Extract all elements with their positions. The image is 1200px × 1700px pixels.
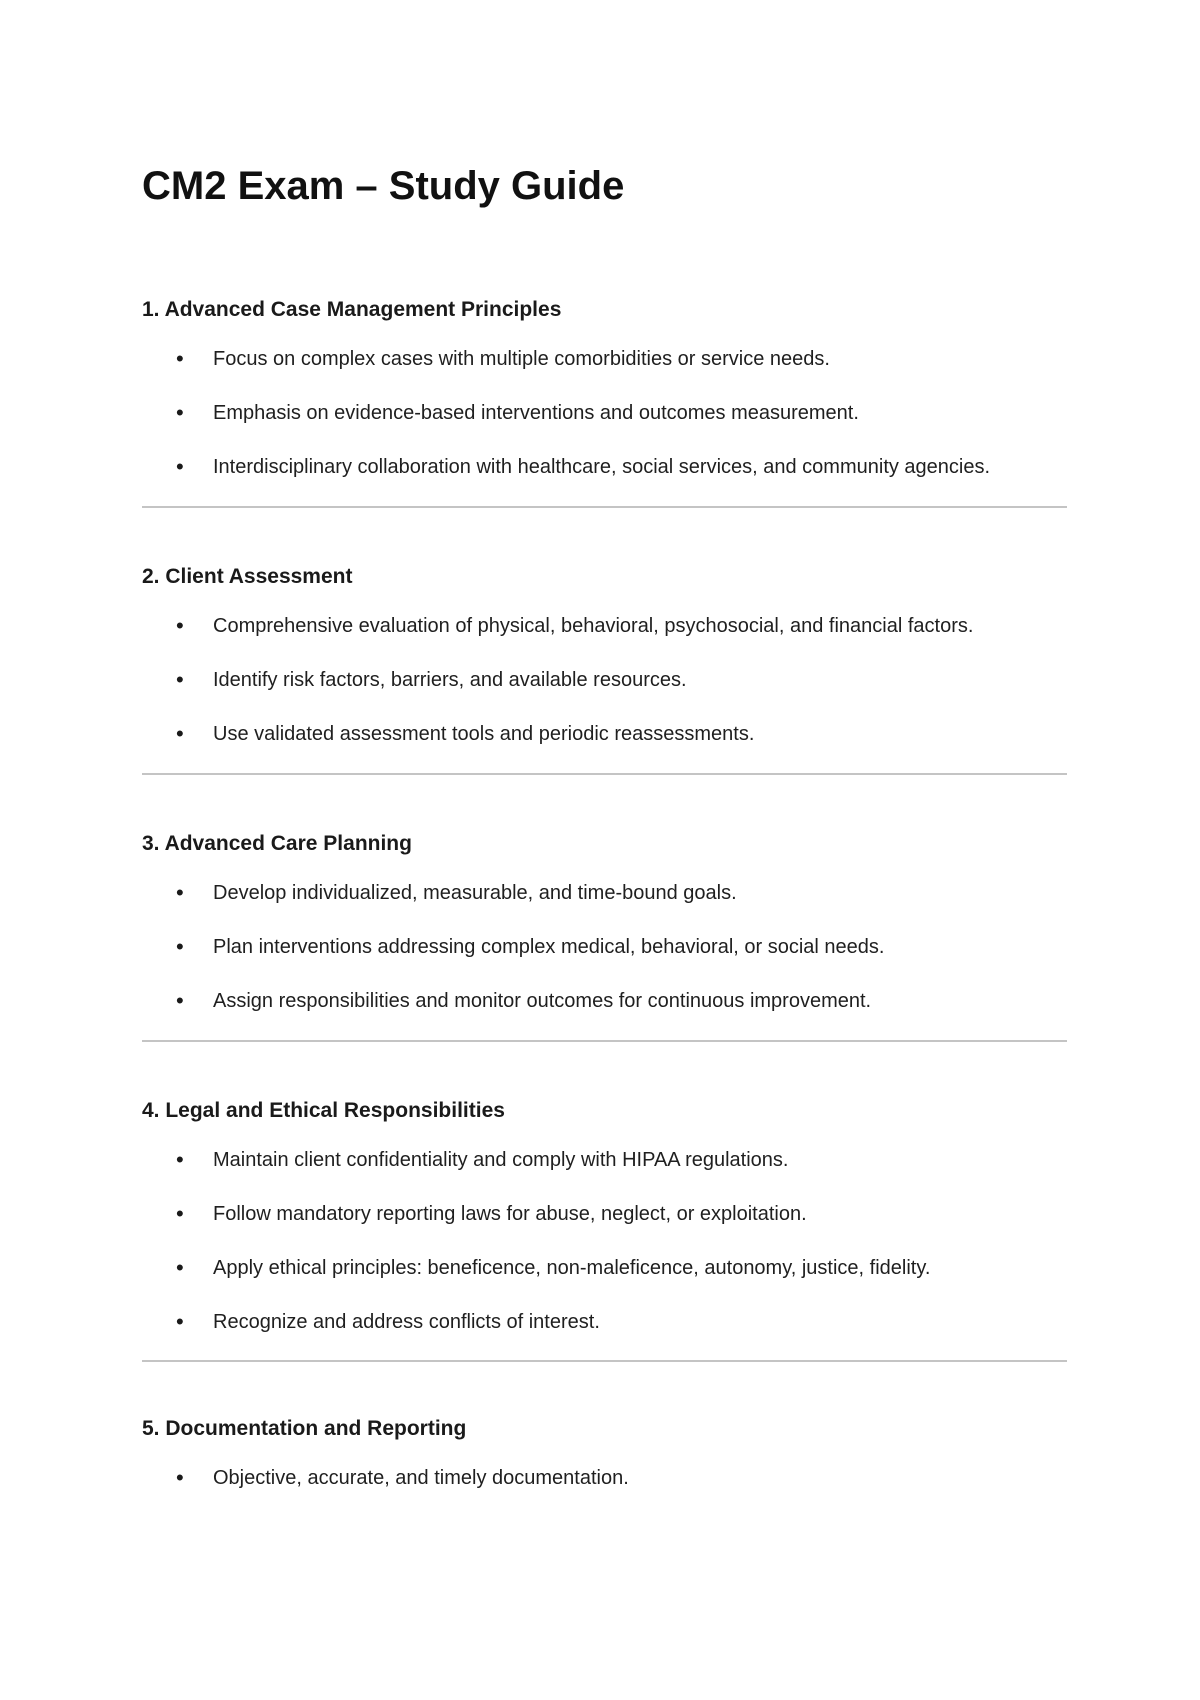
bullet-icon: • xyxy=(176,1255,184,1280)
list-item xyxy=(142,613,1067,667)
section-advanced-care-planning xyxy=(142,831,1067,1042)
bullet-list xyxy=(142,880,1067,1042)
section-client-assessment xyxy=(142,564,1067,775)
bullet-icon: • xyxy=(176,1147,184,1172)
bullet-icon: • xyxy=(176,1309,184,1334)
list-item-text: Interdisciplinary collaboration with healthcare, social services, and community agencies. xyxy=(213,456,991,478)
bullet-list xyxy=(142,346,1067,508)
list-item xyxy=(142,454,1067,508)
list-item-text: Recognize and address conflicts of interest. xyxy=(213,1311,600,1333)
list-item-text: Objective, accurate, and timely documentation. xyxy=(213,1467,629,1489)
list-item-text: Use validated assessment tools and periodic reassessments. xyxy=(213,723,755,745)
list-item xyxy=(142,934,1067,988)
list-item-text: Emphasis on evidence-based interventions and outcomes measurement. xyxy=(213,402,859,424)
section-divider xyxy=(142,773,1067,775)
bullet-icon: • xyxy=(176,880,184,905)
list-item xyxy=(142,1201,1067,1255)
bullet-icon: • xyxy=(176,1465,184,1490)
bullet-icon: • xyxy=(176,613,184,638)
bullet-list xyxy=(142,1465,1067,1519)
section-heading: 1. Advanced Case Management Principles xyxy=(142,298,562,321)
bullet-icon: • xyxy=(176,400,184,425)
list-item-text: Develop individualized, measurable, and time-bound goals. xyxy=(213,882,737,904)
list-item xyxy=(142,721,1067,775)
list-item-text: Apply ethical principles: beneficence, non-maleficence, autonomy, justice, fidelity. xyxy=(213,1257,931,1279)
section-documentation-reporting xyxy=(142,1416,1067,1519)
page-title: CM2 Exam – Study Guide xyxy=(142,164,625,208)
bullet-icon: • xyxy=(176,1201,184,1226)
bullet-icon: • xyxy=(176,934,184,959)
list-item xyxy=(142,1465,1067,1519)
list-item xyxy=(142,346,1067,400)
list-item xyxy=(142,1255,1067,1309)
section-heading: 2. Client Assessment xyxy=(142,565,353,588)
section-divider xyxy=(142,506,1067,508)
list-item xyxy=(142,1309,1067,1363)
section-divider xyxy=(142,1360,1067,1362)
list-item-text: Maintain client confidentiality and comply with HIPAA regulations. xyxy=(213,1149,789,1171)
list-item-text: Identify risk factors, barriers, and available resources. xyxy=(213,669,687,691)
list-item xyxy=(142,1147,1067,1201)
section-heading: 4. Legal and Ethical Responsibilities xyxy=(142,1099,505,1122)
list-item-text: Follow mandatory reporting laws for abuse, neglect, or exploitation. xyxy=(213,1203,807,1225)
section-heading: 5. Documentation and Reporting xyxy=(142,1417,467,1440)
bullet-icon: • xyxy=(176,667,184,692)
list-item xyxy=(142,400,1067,454)
section-legal-ethical xyxy=(142,1098,1067,1363)
bullet-list xyxy=(142,613,1067,775)
section-advanced-case-management xyxy=(142,297,1067,508)
list-item-text: Comprehensive evaluation of physical, behavioral, psychosocial, and financial factors. xyxy=(213,615,974,637)
section-heading: 3. Advanced Care Planning xyxy=(142,832,412,855)
list-item-text: Plan interventions addressing complex medical, behavioral, or social needs. xyxy=(213,936,885,958)
list-item xyxy=(142,667,1067,721)
list-item xyxy=(142,988,1067,1042)
bullet-icon: • xyxy=(176,454,184,479)
bullet-list xyxy=(142,1147,1067,1363)
list-item-text: Focus on complex cases with multiple comorbidities or service needs. xyxy=(213,348,830,370)
list-item-text: Assign responsibilities and monitor outcomes for continuous improvement. xyxy=(213,990,872,1012)
section-divider xyxy=(142,1040,1067,1042)
bullet-icon: • xyxy=(176,346,184,371)
list-item xyxy=(142,880,1067,934)
bullet-icon: • xyxy=(176,721,184,746)
bullet-icon: • xyxy=(176,988,184,1013)
